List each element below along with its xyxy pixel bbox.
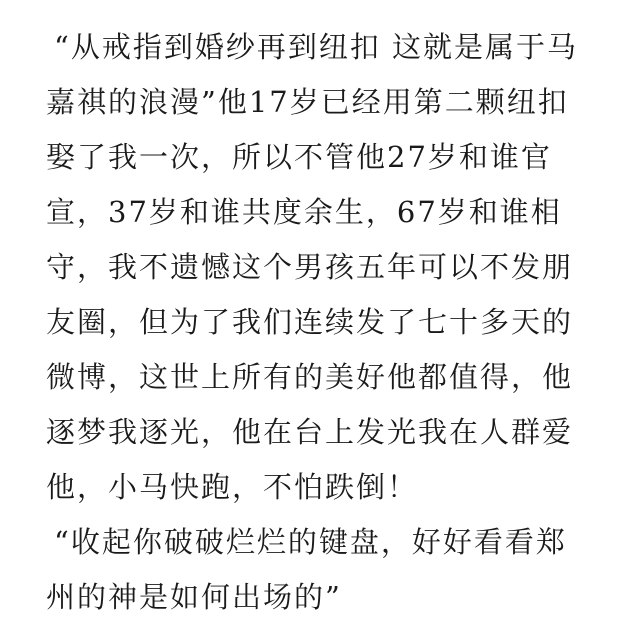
text-line: 友圈，但为了我们连续发了七十多天的 <box>46 305 574 339</box>
text-line: 逐梦我逐光，他在台上发光我在人群爱 <box>46 415 574 449</box>
text-line: “收起你破破烂烂的键盘，好好看看郑 <box>54 525 567 559</box>
text-line: 他，小马快跑，不怕跌倒！ <box>46 470 419 504</box>
text-line: 微博，这世上所有的美好他都值得，他 <box>46 360 574 394</box>
text-line: “从戒指到婚纱再到纽扣 这就是属于马 <box>54 30 579 64</box>
text-line: 守，我不遗憾这个男孩五年可以不发朋 <box>46 250 574 284</box>
text-line: 州的神是如何出场的” <box>46 580 342 614</box>
text-line: 嘉祺的浪漫”他17岁已经用第二颗纽扣 <box>46 85 569 119</box>
text-line: 娶了我一次，所以不管他27岁和谁官 <box>46 140 552 174</box>
text-line: 宣，37岁和谁共度余生，67岁和谁相 <box>46 195 562 229</box>
